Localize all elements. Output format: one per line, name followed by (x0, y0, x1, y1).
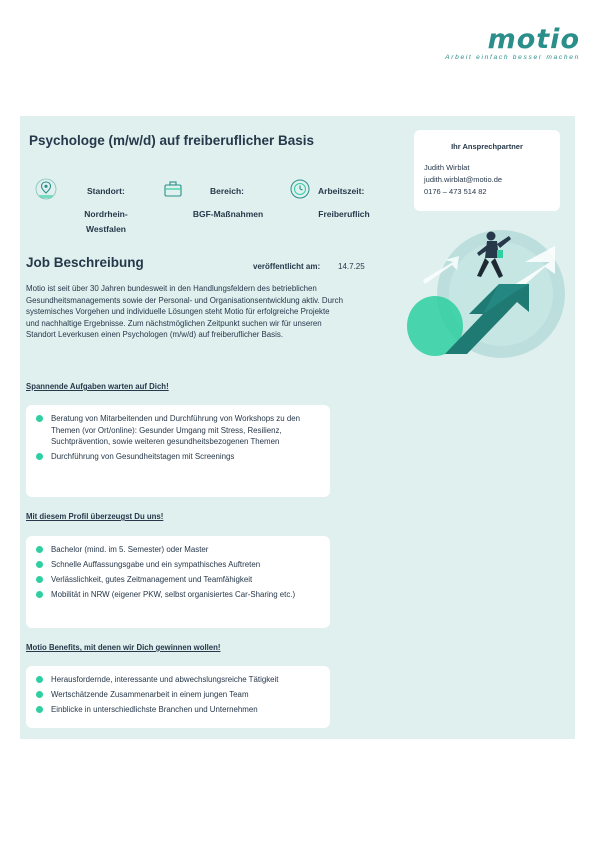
list-item: Bachelor (mind. im 5. Semester) oder Master (32, 544, 324, 556)
list-item: Schnelle Auffassungsgabe und ein sympathisches Auftreten (32, 559, 324, 571)
job-description-text: Motio ist seit über 30 Jahren bundesweit in den Handlungsfeldern des betrieblichen Gesundheitsmanagements sowie der Personal- und Organisationsentwicklung aktiv. Durch systemisches Vorgehen und individuelle Lösungen steht Motio für erfolgreiche Projekte und nachhaltige Ergebnisse. Zum nächstmöglichen Zeitpunkt suchen wir für unseren Standort Leverkusen einen Psychologen (m/w/d) auf freiberuflicher Basis. (26, 284, 343, 340)
logo-wordmark: motio (487, 24, 580, 55)
list-item: Mobilität in NRW (eigener PKW, selbst organisiertes Car-Sharing etc.) (32, 589, 324, 601)
contact-email[interactable]: judith.wirblat@motio.de (424, 175, 503, 184)
published-date: 14.7.25 (338, 262, 365, 271)
list-item: Verlässlichkeit, gutes Zeitmanagement und Teamfähigkeit (32, 574, 324, 586)
bullet-icon (36, 676, 43, 683)
contact-heading: Ihr Ansprechpartner (451, 142, 523, 151)
bullet-icon (36, 453, 43, 460)
location-value: Nordrhein-Westfalen (84, 209, 128, 234)
published-label: veröffentlicht am: (253, 262, 321, 271)
list-item: Durchführung von Gesundheitstagen mit Screenings (32, 451, 324, 463)
profile-card (26, 536, 330, 628)
contact-card (414, 130, 560, 211)
list-item: Beratung von Mitarbeitenden und Durchführung von Workshops zu den Themen (vor Ort/online): Gesunder Umgang mit Stress, Resilienz, Suchtprävention, sowie weiteren gesundheitsbezogenen Themen (32, 413, 324, 448)
bullet-icon (36, 591, 43, 598)
profile-heading: Mit diesem Profil überzeugst Du uns! (26, 512, 164, 521)
job-title: Psychologe (m/w/d) auf freiberuflicher Basis (29, 133, 315, 148)
list-item: Wertschätzende Zusammenarbeit in einem jungen Team (32, 689, 324, 701)
tasks-heading: Spannende Aufgaben warten auf Dich! (26, 382, 169, 391)
bullet-icon (36, 576, 43, 583)
worktime-label: Arbeitszeit: (318, 186, 365, 196)
briefcase-icon (162, 178, 184, 200)
contact-name: Judith Wirblat (424, 163, 470, 172)
job-description-heading: Job Beschreibung (26, 255, 144, 270)
motio-logo (410, 26, 580, 61)
list-item: Herausfordernde, interessante und abwechslungsreiche Tätigkeit (32, 674, 324, 686)
logo-tagline: Arbeit einfach besser machen (445, 54, 580, 61)
bullet-icon (36, 691, 43, 698)
bullet-icon (36, 706, 43, 713)
list-item: Einblicke in unterschiedlichste Branchen und Unternehmen (32, 704, 324, 716)
benefits-card (26, 666, 330, 728)
bullet-icon (36, 546, 43, 553)
tasks-card (26, 405, 330, 497)
location-label: Standort: (87, 186, 125, 196)
location-pin-icon (35, 178, 57, 200)
bullet-icon (36, 415, 43, 422)
benefits-heading: Motio Benefits, mit denen wir Dich gewinnen wollen! (26, 643, 221, 652)
contact-phone[interactable]: 0176 – 473 514 82 (424, 187, 487, 196)
bullet-icon (36, 561, 43, 568)
growth-illustration (405, 222, 570, 362)
clock-icon (289, 178, 311, 200)
area-value: BGF-Maßnahmen (192, 209, 264, 219)
area-label: Bereich: (210, 186, 245, 196)
worktime-value: Freiberuflich (318, 209, 370, 219)
